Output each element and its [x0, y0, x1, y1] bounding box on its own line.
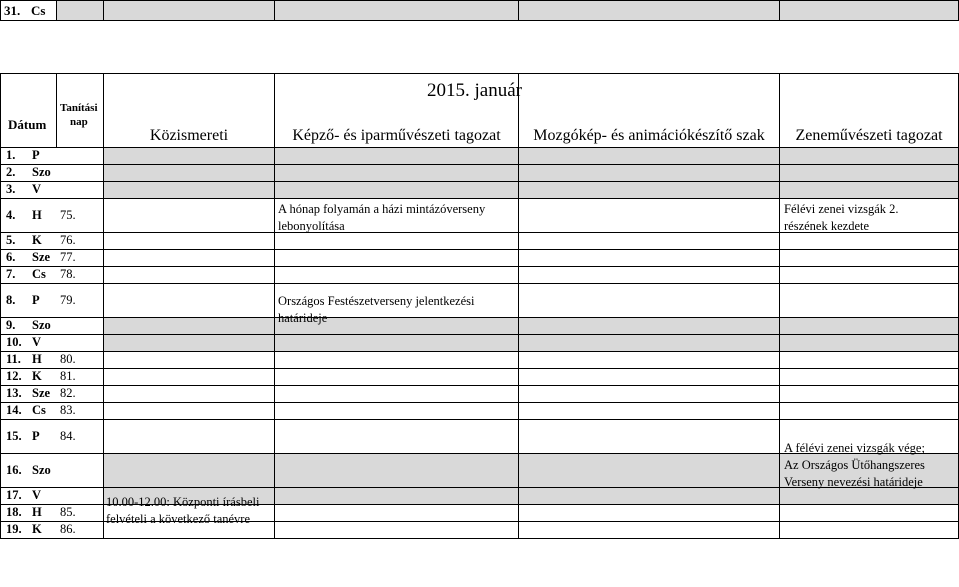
event-line: lebonyolítása — [278, 219, 345, 233]
row-school-day-number: 77. — [60, 250, 76, 264]
event-line: határideje — [278, 311, 328, 325]
event-jan4-music — [784, 201, 899, 235]
row-weekday: Sze — [32, 386, 51, 400]
event-line: A félévi zenei vizsgák vége; — [784, 441, 925, 455]
row-day: 10. — [6, 335, 22, 349]
event-line: részének kezdete — [784, 219, 870, 233]
row-weekday: H — [32, 505, 42, 519]
weekend-shading — [104, 165, 958, 181]
row-school-day-number: 78. — [60, 267, 76, 281]
row-day: 8. — [6, 293, 16, 307]
row-day: 16. — [6, 463, 22, 477]
row-day: 5. — [6, 233, 16, 247]
prev-row-divider-1 — [56, 0, 57, 21]
top-border — [0, 0, 959, 1]
event-line: Az Országos Ütőhangszeres — [784, 458, 925, 472]
row-weekday: V — [32, 488, 42, 502]
row-border — [0, 283, 959, 284]
row-weekday: P — [32, 429, 40, 443]
row-weekday: P — [32, 293, 40, 307]
event-jan16-public — [106, 494, 259, 528]
header-school-day-line1: Tanítási — [60, 102, 98, 114]
prev-row-day: 31. — [4, 3, 21, 18]
event-line: Félévi zenei vizsgák 2. — [784, 202, 899, 216]
header-animation: Mozgókép- és animációkészítő szak — [533, 127, 765, 144]
month-title: 2015. január — [427, 80, 522, 101]
event-jan8-fine-arts — [278, 293, 474, 327]
row-border — [0, 368, 959, 369]
row-weekday: V — [32, 335, 42, 349]
row-school-day-number: 83. — [60, 403, 76, 417]
row-weekday: K — [32, 522, 42, 536]
row-weekday: Cs — [32, 267, 46, 281]
row-day: 3. — [6, 182, 16, 196]
row-school-day-number: 82. — [60, 386, 76, 400]
row-day: 4. — [6, 208, 16, 222]
prev-row-divider-4 — [518, 0, 519, 21]
header-fine-arts: Képző- és iparművészeti tagozat — [292, 127, 501, 144]
event-jan15-music — [784, 440, 925, 491]
row-border — [0, 198, 959, 199]
row-day: 17. — [6, 488, 22, 502]
table-top-border — [0, 73, 959, 74]
row-school-day-number: 84. — [60, 429, 76, 443]
row-day: 7. — [6, 267, 16, 281]
weekend-shading — [104, 335, 958, 351]
row-border — [0, 266, 959, 267]
row-school-day-number: 81. — [60, 369, 76, 383]
row-day: 9. — [6, 318, 16, 332]
event-line: Országos Festészetverseny jelentkezési — [278, 294, 475, 308]
row-border — [0, 249, 959, 250]
row-school-day-number: 79. — [60, 293, 76, 307]
event-line: 10.00-12.00: Központi írásbeli — [106, 495, 260, 509]
row-day: 19. — [6, 522, 22, 536]
row-weekday: Szo — [32, 318, 51, 332]
header-date: Dátum — [8, 117, 47, 132]
row-day: 12. — [6, 369, 22, 383]
event-line: felvételi a következő tanévre — [106, 512, 251, 526]
row-day: 14. — [6, 403, 22, 417]
prev-row-divider-2 — [103, 0, 104, 21]
prev-row-shading — [56, 0, 959, 20]
row-weekday: P — [32, 148, 40, 162]
prev-row-divider-5 — [779, 0, 780, 21]
row-school-day-number: 76. — [60, 233, 76, 247]
event-line: Verseny nevezési határideje — [784, 475, 923, 489]
row-border — [0, 351, 959, 352]
prev-row-left-border — [0, 0, 1, 21]
header-music: Zeneművészeti tagozat — [795, 127, 943, 144]
header-public: Közismereti — [149, 127, 229, 144]
event-line: A hónap folyamán a házi mintázóverseny — [278, 202, 486, 216]
row-weekday: Szo — [32, 165, 51, 179]
header-col-line — [56, 73, 57, 148]
body-col-line — [274, 147, 275, 539]
row-border — [0, 385, 959, 386]
row-weekday: H — [32, 208, 42, 222]
event-jan4-fine-arts — [278, 201, 485, 235]
row-weekday: Cs — [32, 403, 46, 417]
row-border — [0, 419, 959, 420]
row-weekday: Sze — [32, 250, 51, 264]
body-col-line — [518, 147, 519, 539]
weekend-shading — [104, 182, 958, 198]
row-day: 11. — [6, 352, 21, 366]
row-day: 2. — [6, 165, 16, 179]
prev-row-divider-3 — [274, 0, 275, 21]
row-weekday: Szo — [32, 463, 51, 477]
body-col-line — [0, 147, 1, 539]
prev-row-dow: Cs — [31, 3, 46, 18]
row-weekday: K — [32, 369, 42, 383]
row-weekday: H — [32, 352, 42, 366]
row-school-day-number: 75. — [60, 208, 76, 222]
row-weekday: V — [32, 182, 42, 196]
prev-row-bottom-border — [0, 20, 959, 21]
weekend-shading — [104, 318, 958, 334]
row-border — [0, 402, 959, 403]
row-weekday: K — [32, 233, 42, 247]
body-col-line — [103, 147, 104, 539]
row-border — [0, 538, 959, 539]
row-day: 18. — [6, 505, 22, 519]
header-school-day-line2: nap — [70, 116, 88, 128]
row-school-day-number: 85. — [60, 505, 76, 519]
body-col-line — [779, 147, 780, 539]
header-col-line — [0, 73, 1, 148]
row-day: 15. — [6, 429, 22, 443]
row-school-day-number: 80. — [60, 352, 76, 366]
row-day: 1. — [6, 148, 16, 162]
row-school-day-number: 86. — [60, 522, 76, 536]
row-day: 6. — [6, 250, 16, 264]
weekend-shading — [104, 148, 958, 164]
row-day: 13. — [6, 386, 22, 400]
